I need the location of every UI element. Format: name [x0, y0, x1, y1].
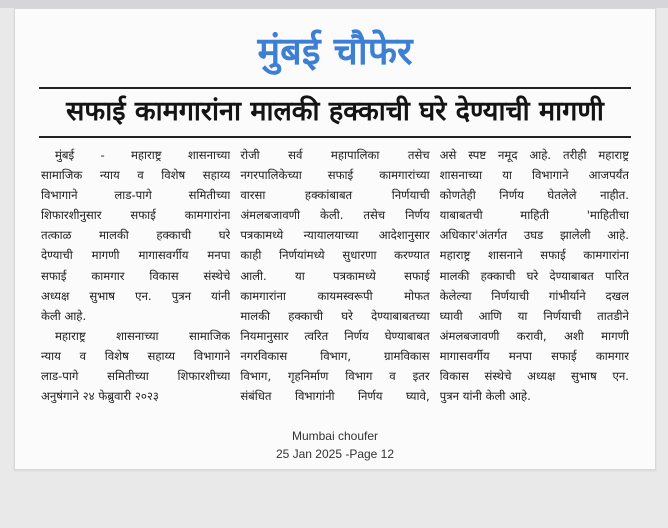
article-column-3 — [440, 145, 629, 407]
article-line: अंमलबजावणी केली. तसेच निर्णय — [240, 208, 430, 223]
article-line: संबंधित विभागांनी निर्णय घ्यावे, — [240, 389, 430, 404]
article-line: कोणतेही निर्णय घेतलेले नाहीत. — [439, 188, 629, 203]
article-line: असे स्पष्ट नमूद आहे. तरीही महाराष्ट्र — [439, 148, 629, 162]
headline-rule-bottom — [39, 136, 631, 138]
article-line: नियमानुसार त्वरित निर्णय घेण्याबाबत — [240, 328, 430, 343]
article-line: देण्याची मागणी मागासवर्गीय मनपा — [41, 248, 231, 263]
article-line: मुंबई - महाराष्ट्र शासनाच्या — [55, 148, 231, 162]
article-line: शिफारशीनुसार सफाई कामगारांना — [41, 208, 231, 223]
article-headline: सफाई कामगारांना मालकी हक्काची घरे देण्याची मागणी — [66, 96, 604, 127]
article-line: महाराष्ट्र शासनाने सफाई कामगारांना — [439, 248, 629, 263]
article-line: सफाई कामगार विकास संस्थेचे — [41, 268, 231, 283]
article-line: घ्यावी आणि या निर्णयाची तातडीने — [439, 308, 629, 323]
article-line: विभागाने लाड-पागे समितीच्या — [41, 188, 231, 203]
article-line: शासनाच्या या विभागाने आजपर्यंत — [439, 168, 629, 183]
article-line: पत्रकामध्ये न्यायालयाच्या आदेशानुसार — [240, 228, 430, 243]
news-clipping — [14, 8, 656, 470]
article-column-2 — [240, 145, 429, 407]
article-line: न्याय व विशेष सहाय्य विभागाने — [41, 348, 231, 363]
article-line: काही निर्णयांमध्ये सुधारणा करण्यात — [240, 248, 430, 263]
top-strip — [0, 0, 668, 8]
article-line: महाराष्ट्र शासनाच्या सामाजिक — [55, 328, 231, 343]
article-line: नगरविकास विभाग, ग्रामविकास — [240, 348, 430, 363]
article-line: मालकी हक्काची घरे देण्याबाबतच्या — [240, 308, 430, 323]
article-line: विभाग, गृहनिर्माण विभाग व इतर — [240, 369, 430, 384]
article-line: रोजी सर्व महापालिका तसेच — [240, 148, 430, 162]
article-line: याबाबतची माहिती 'माहितीचा — [439, 208, 629, 223]
article-line: नगरपालिकेच्या सफाई कामगारांच्या — [240, 168, 430, 183]
article-body — [41, 145, 629, 407]
article-line: सामाजिक न्याय व विशेष सहाय्य — [41, 168, 231, 183]
footer-source: Mumbai choufer — [291, 429, 379, 443]
article-line: तत्काळ मालकी हक्काची घरे — [41, 228, 231, 243]
headline-rule-top — [39, 87, 631, 89]
article-line: केली आहे. — [41, 308, 87, 323]
article-line: अंमलबजावणी करावी, अशी मागणी — [439, 328, 629, 343]
article-line: आली. या पत्रकामध्ये सफाई — [240, 268, 430, 283]
article-column-1 — [41, 145, 230, 407]
article-line: मालकी हक्काची घरे देण्याबाबत पारित — [439, 268, 629, 283]
article-line: पुत्रन यांनी केली आहे. — [439, 389, 531, 404]
article-line: मागासवर्गीय मनपा सफाई कामगार — [439, 348, 629, 363]
article-line: अध्यक्ष सुभाष एन. पुत्रन यांनी — [41, 288, 231, 303]
article-line: कामगारांना कायमस्वरूपी मोफत — [240, 288, 430, 303]
article-line: विकास संस्थेचे अध्यक्ष सुभाष एन. — [439, 369, 629, 384]
article-line: वारसा हक्कांबाबत निर्णयाची — [240, 188, 430, 203]
article-line: लाड-पागे समितीच्या शिफारशीच्या — [41, 369, 231, 384]
article-line: केलेल्या निर्णयाची गांभीर्याने दखल — [439, 288, 629, 303]
footer-date-page: 25 Jan 2025 -Page 12 — [275, 447, 395, 461]
article-line: अधिकार'अंतर्गत उघड झालेली आहे. — [439, 228, 629, 243]
newspaper-masthead: मुंबई चौफेर — [257, 29, 413, 73]
article-line: अनुषंगाने २४ फेब्रुवारी २०२३ — [41, 389, 159, 404]
